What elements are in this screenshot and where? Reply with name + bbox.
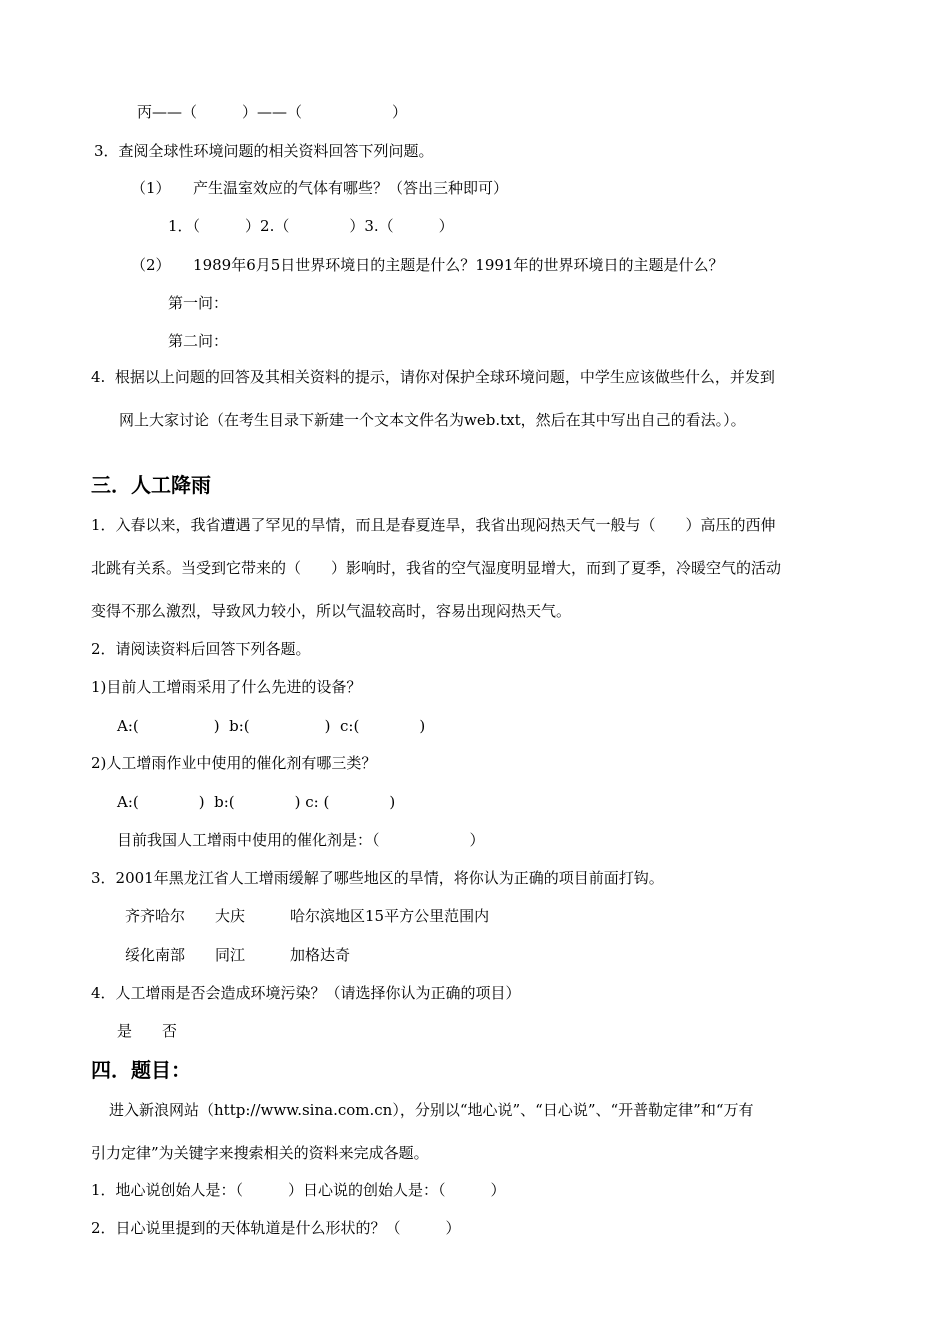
blank-line-bing: 丙——（ ）——（ ） bbox=[137, 103, 408, 121]
yes-no-options: 是 否 bbox=[117, 1022, 178, 1040]
astronomy-question-1: 1．地心说创始人是：（ ）日心说的创始人是：（ ） bbox=[91, 1181, 506, 1199]
question-4: 4. 根据以上问题的回答及其相关资料的提示，请你对保护全球环境问题，中学生应该做些什么，并发到 bbox=[91, 368, 775, 386]
rain-question-2-1: 1)目前人工增雨采用了什么先进的设备？ bbox=[91, 678, 362, 696]
sina-intro: 进入新浪网站（http://www.sina.com.cn），分别以“地心说”、“日心说”、“开普勒定律”和“万有 bbox=[109, 1101, 754, 1119]
rain-question-2-2: 2)人工增雨作业中使用的催化剂有哪三类？ bbox=[91, 754, 377, 772]
second-question-label: 第二问： bbox=[168, 332, 229, 350]
section-heading-4: 四．题目： bbox=[91, 1058, 191, 1082]
equipment-blanks: A:( ) b:( ) c:( ) bbox=[117, 717, 426, 735]
region-options-row-2: 绥化南部 同江 加格达奇 bbox=[125, 946, 351, 964]
first-question-label: 第一问： bbox=[168, 294, 229, 312]
rain-question-1-line-3: 变得不那么激烈，导致风力较小，所以气温较高时，容易出现闷热天气。 bbox=[91, 602, 572, 620]
region-options-row-1: 齐齐哈尔 大庆 哈尔滨地区15平方公里范围内 bbox=[125, 907, 490, 925]
question-3: 3．查阅全球性环境问题的相关资料回答下列问题。 bbox=[94, 142, 434, 160]
catalyst-blanks: A:( ) b:( ) c: ( ) bbox=[117, 793, 396, 811]
question-3-2: （2） 1989年6月5日世界环境日的主题是什么？1991年的世界环境日的主题是什么？ bbox=[131, 256, 724, 274]
rain-question-3: 3．2001年黑龙江省人工增雨缓解了哪些地区的旱情，将你认为正确的项目前面打钩。 bbox=[91, 869, 664, 887]
answer-blanks-3-1: 1．（ ）2.（ ）3.（ ） bbox=[168, 217, 454, 235]
rain-question-4: 4．人工增雨是否会造成环境污染？（请选择你认为正确的项目） bbox=[91, 984, 521, 1002]
question-4-continued: 网上大家讨论（在考生目录下新建一个文本文件名为web.txt，然后在其中写出自己的看法。）。 bbox=[119, 411, 746, 429]
sina-intro-continued: 引力定律”为关键字来搜索相关的资料来完成各题。 bbox=[91, 1144, 429, 1162]
rain-question-1-line-2: 北跳有关系。当受到它带来的（ ）影响时，我省的空气湿度明显增大，而到了夏季，冷暖空气的活动 bbox=[91, 559, 782, 577]
rain-question-1: 1．入春以来，我省遭遇了罕见的旱情，而且是春夏连旱，我省出现闷热天气一般与（ ）高压的西伸 bbox=[91, 516, 776, 534]
question-3-1: （1） 产生温室效应的气体有哪些？（答出三种即可） bbox=[131, 179, 509, 197]
rain-question-2: 2．请阅读资料后回答下列各题。 bbox=[91, 640, 311, 658]
catalyst-used-line: 目前我国人工增雨中使用的催化剂是：（ ） bbox=[117, 831, 485, 849]
astronomy-question-2: 2．日心说里提到的天体轨道是什么形状的？（ ） bbox=[91, 1219, 461, 1237]
section-heading-3: 三．人工降雨 bbox=[91, 473, 211, 497]
